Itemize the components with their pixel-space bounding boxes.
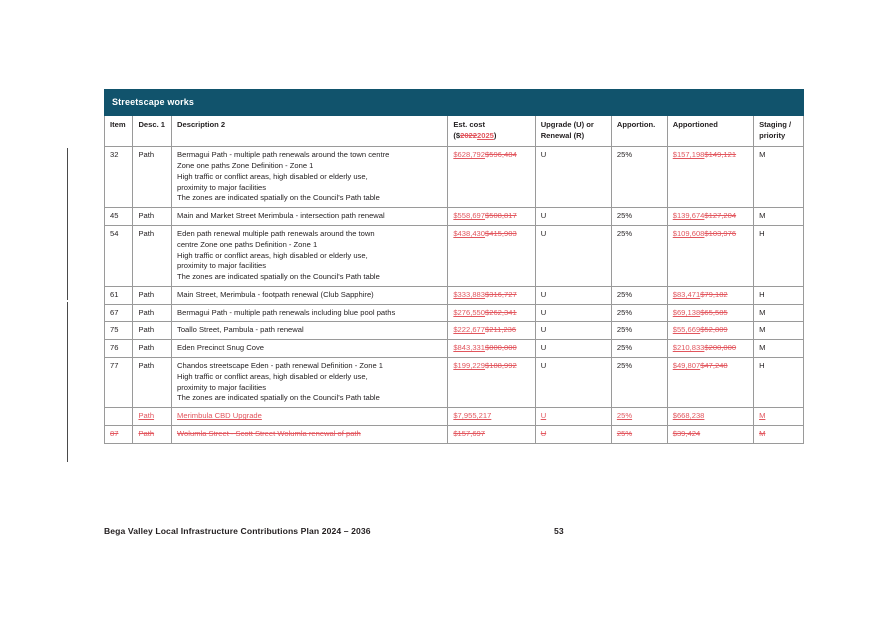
cell-apportioned-new: $109,608 [672, 229, 705, 239]
cell-desc2-line-2: proximity to major facilities [177, 382, 267, 392]
cell-apportioned-new: $83,471 [672, 289, 701, 299]
table-row [105, 208, 804, 226]
cell-desc1-value: Path [138, 229, 155, 239]
cell-desc1 [133, 425, 172, 443]
cell-desc1 [133, 322, 172, 340]
change-bar-2 [67, 302, 68, 430]
cell-desc2 [172, 147, 448, 208]
cell-apportioned [667, 286, 753, 304]
cell-desc2-line-0: Bermagui Path - multiple path renewals including blue pool paths [177, 307, 396, 317]
cell-item [105, 408, 133, 426]
cell-est-cost-old: $415,903 [485, 229, 517, 239]
cell-upgrade-value: U [540, 361, 547, 371]
cell-staging-value: H [759, 289, 765, 299]
cell-item [105, 304, 133, 322]
column-header-staging-priority [754, 115, 804, 147]
cell-desc2-line-0: Wolumla Street - Scott Street Wolumla renewal of path [177, 428, 361, 438]
cell-upgrade-renewal [535, 425, 611, 443]
column-header-apportion: Apportion. [611, 115, 667, 147]
cell-upgrade-renewal [535, 358, 611, 408]
cell-apportion-value: 25% [616, 411, 633, 421]
table-banner-title: Streetscape works [105, 90, 804, 116]
cell-apportion-value: 25% [616, 229, 633, 239]
cell-item-value: 32 [110, 150, 119, 160]
table-row [105, 340, 804, 358]
cell-est-cost [448, 358, 535, 408]
cell-apportioned [667, 226, 753, 287]
cell-upgrade-renewal [535, 147, 611, 208]
cell-apportion [611, 340, 667, 358]
column-header-est-cost-year-old: 2022 [460, 130, 477, 140]
column-header-apportioned: Apportioned [667, 115, 753, 147]
cell-staging-value: M [759, 150, 766, 160]
cell-apportion-value: 25% [616, 325, 633, 335]
cell-apportion-value: 25% [616, 307, 633, 317]
column-header-upgrade-renewal [535, 115, 611, 147]
cell-est-cost [448, 425, 535, 443]
cell-item-value: 77 [110, 361, 119, 371]
cell-apportioned-new: $210,833 [672, 343, 705, 353]
footer-document-title: Bega Valley Local Infrastructure Contributions Plan 2024 – 2036 [104, 526, 371, 536]
cell-item [105, 286, 133, 304]
cell-apportioned-new: $55,669 [672, 325, 701, 335]
cell-apportion-value: 25% [616, 211, 633, 221]
cell-apportioned-old: $52,809 [700, 325, 728, 335]
cell-item-value: 75 [110, 325, 119, 335]
cell-item [105, 340, 133, 358]
cell-upgrade-value: U [540, 343, 547, 353]
cell-est-cost [448, 304, 535, 322]
cell-desc1-value: Path [138, 411, 155, 421]
cell-apportioned [667, 147, 753, 208]
cell-item [105, 358, 133, 408]
change-bar-0 [67, 148, 68, 218]
cell-apportioned-old: $103,976 [704, 229, 737, 239]
cell-upgrade-value: U [540, 229, 547, 239]
cell-upgrade-renewal [535, 340, 611, 358]
table-row [105, 425, 804, 443]
cell-est-cost [448, 208, 535, 226]
cell-desc1-value: Path [138, 343, 155, 353]
cell-est-cost-old: $211,236 [485, 325, 517, 335]
cell-est-cost-new: $276,550 [453, 307, 486, 317]
cell-desc1-value: Path [138, 150, 155, 160]
column-header-staging-line2: priority [759, 130, 786, 140]
cell-apportioned-old: $79,182 [700, 289, 728, 299]
cell-desc2-line-1: centre Zone one paths Definition - Zone 1 [177, 239, 318, 249]
cell-upgrade-renewal [535, 408, 611, 426]
cell-desc2-line-4: The zones are indicated spatially on the Council's Path table [177, 272, 380, 282]
cell-est-cost-new: $7,955,217 [453, 411, 492, 421]
cell-apportioned [667, 340, 753, 358]
cell-upgrade-value: U [540, 150, 547, 160]
cell-apportion [611, 286, 667, 304]
cell-staging-priority [754, 208, 804, 226]
cell-desc2-line-0: Merimbula CBD Upgrade [177, 411, 262, 421]
table-row [105, 147, 804, 208]
cell-desc1-value: Path [138, 289, 155, 299]
cell-est-cost [448, 286, 535, 304]
cell-staging-priority [754, 226, 804, 287]
cell-item [105, 208, 133, 226]
cell-staging-priority [754, 425, 804, 443]
cell-desc2 [172, 322, 448, 340]
cell-upgrade-renewal [535, 208, 611, 226]
column-header-est-cost-year-new: 2025 [477, 130, 494, 140]
cell-desc2-line-4: The zones are indicated spatially on the Council's Path table [177, 193, 380, 203]
cell-est-cost-new: $558,697 [453, 211, 486, 221]
cell-staging-priority [754, 286, 804, 304]
cell-apportion [611, 425, 667, 443]
cell-apportioned-old: $149,121 [704, 150, 737, 160]
cell-apportion [611, 358, 667, 408]
table-row [105, 322, 804, 340]
cell-est-cost-old: $262,341 [485, 307, 517, 317]
cell-staging-value: M [759, 307, 766, 317]
cell-upgrade-renewal [535, 226, 611, 287]
cell-staging-priority [754, 340, 804, 358]
cell-est-cost-new: $843,331 [453, 343, 486, 353]
cell-apportion-value: 25% [616, 361, 633, 371]
cell-desc2 [172, 304, 448, 322]
cell-apportioned [667, 304, 753, 322]
cell-upgrade-renewal [535, 286, 611, 304]
cell-upgrade-value: U [540, 211, 547, 221]
cell-apportion [611, 147, 667, 208]
cell-desc2-line-0: Toallo Street, Pambula - path renewal [177, 325, 304, 335]
cell-item [105, 147, 133, 208]
cell-desc2-line-2: High traffic or conflict areas, high disabled or elderly use, [177, 171, 368, 181]
cell-desc1 [133, 340, 172, 358]
cell-apportioned [667, 425, 753, 443]
change-bar-1 [67, 217, 68, 300]
cell-apportion [611, 304, 667, 322]
cell-est-cost-new: $333,883 [453, 289, 486, 299]
column-header-upgrade-line1: Upgrade (U) or [540, 119, 594, 129]
cell-est-cost-old: $800,000 [485, 343, 517, 353]
cell-item-value: 67 [110, 307, 119, 317]
cell-apportion [611, 226, 667, 287]
cell-apportioned-new: $49,807 [672, 361, 701, 371]
cell-item-value: 61 [110, 289, 119, 299]
cell-apportioned-new: $668,238 [672, 411, 705, 421]
table-body [105, 147, 804, 443]
cell-desc2-line-1: High traffic or conflict areas, high disabled or elderly use, [177, 371, 368, 381]
cell-est-cost [448, 340, 535, 358]
cell-apportion [611, 408, 667, 426]
cell-est-cost [448, 147, 535, 208]
cell-est-cost-old: $316,727 [485, 289, 517, 299]
cell-item-value: 87 [110, 428, 119, 438]
cell-upgrade-value: U [540, 325, 547, 335]
cell-est-cost [448, 408, 535, 426]
cell-desc2 [172, 425, 448, 443]
cell-staging-value: M [759, 343, 766, 353]
cell-staging-priority [754, 304, 804, 322]
cell-desc2 [172, 340, 448, 358]
cell-staging-value: H [759, 361, 765, 371]
column-header-item: Item [105, 115, 133, 147]
cell-desc1 [133, 226, 172, 287]
cell-desc1-value: Path [138, 325, 155, 335]
cell-desc2-line-0: Bermagui Path - multiple path renewals around the town centre [177, 150, 390, 160]
cell-desc2-line-0: Eden Precinct Snug Cove [177, 343, 264, 353]
cell-desc2 [172, 408, 448, 426]
cell-est-cost-old: $508,817 [485, 211, 517, 221]
cell-apportioned-old: $127,204 [704, 211, 737, 221]
cell-est-cost-old: $188,992 [485, 361, 517, 371]
cell-desc2 [172, 208, 448, 226]
table-header-row [105, 115, 804, 147]
cell-item [105, 322, 133, 340]
cell-est-cost-old: $596,484 [485, 150, 517, 160]
table-banner-row [105, 90, 804, 116]
cell-desc1 [133, 208, 172, 226]
cell-desc2-line-3: The zones are indicated spatially on the Council's Path table [177, 393, 380, 403]
cell-desc2-line-0: Main and Market Street Merimbula - intersection path renewal [177, 211, 385, 221]
cell-upgrade-value: U [540, 411, 547, 421]
cell-est-cost-new: $438,430 [453, 229, 486, 239]
column-header-est-cost-prefix: ($ [453, 130, 461, 140]
cell-desc1 [133, 408, 172, 426]
cell-apportion [611, 208, 667, 226]
table-row [105, 304, 804, 322]
cell-apportioned [667, 322, 753, 340]
cell-desc1 [133, 286, 172, 304]
cell-apportion-value: 25% [616, 289, 633, 299]
cell-staging-value: M [759, 211, 766, 221]
table-row [105, 286, 804, 304]
cell-upgrade-value: U [540, 428, 547, 438]
table-row [105, 226, 804, 287]
cell-upgrade-value: U [540, 307, 547, 317]
streetscape-works-table [104, 89, 804, 444]
cell-upgrade-value: U [540, 289, 547, 299]
column-header-desc2: Description 2 [172, 115, 448, 147]
cell-est-cost [448, 226, 535, 287]
cell-item-value: 54 [110, 229, 119, 239]
cell-apportion-value: 25% [616, 150, 633, 160]
cell-item-value: 45 [110, 211, 119, 221]
cell-staging-priority [754, 147, 804, 208]
cell-apportioned [667, 208, 753, 226]
footer-page-number: 53 [554, 526, 564, 536]
cell-desc1 [133, 147, 172, 208]
column-header-est-cost-suffix: ) [493, 130, 497, 140]
cell-apportioned-new: $139,674 [672, 211, 705, 221]
cell-item [105, 226, 133, 287]
cell-apportioned-old: $47,248 [700, 361, 728, 371]
cell-upgrade-renewal [535, 304, 611, 322]
cell-desc2-line-2: High traffic or conflict areas, high disabled or elderly use, [177, 250, 368, 260]
cell-est-cost-new: $222,677 [453, 325, 486, 335]
cell-apportioned-old: $200,000 [704, 343, 737, 353]
cell-apportioned [667, 408, 753, 426]
cell-desc2-line-3: proximity to major facilities [177, 261, 267, 271]
column-header-est-cost-label: Est. cost [453, 119, 485, 129]
cell-apportioned-new: $157,198 [672, 150, 705, 160]
change-bar-3 [67, 428, 68, 462]
cell-apportioned-new: $69,138 [672, 307, 701, 317]
cell-staging-priority [754, 358, 804, 408]
column-header-desc1: Desc. 1 [133, 115, 172, 147]
cell-desc1 [133, 304, 172, 322]
cell-desc2-line-0: Eden path renewal multiple path renewals around the town [177, 229, 375, 239]
table-row [105, 408, 804, 426]
column-header-staging-line1: Staging / [759, 119, 792, 129]
cell-apportion [611, 322, 667, 340]
cell-desc1-value: Path [138, 307, 155, 317]
cell-est-cost-new: $199,229 [453, 361, 486, 371]
cell-desc1-value: Path [138, 428, 155, 438]
cell-apportioned-new: $39,424 [672, 428, 701, 438]
cell-est-cost-new: $628,792 [453, 150, 486, 160]
cell-desc2 [172, 226, 448, 287]
cell-desc2-line-0: Chandos streetscape Eden - path renewal Definition - Zone 1 [177, 361, 384, 371]
cell-est-cost [448, 322, 535, 340]
cell-staging-value: M [759, 411, 766, 421]
cell-apportioned [667, 358, 753, 408]
cell-item [105, 425, 133, 443]
cell-desc2 [172, 358, 448, 408]
cell-desc1-value: Path [138, 211, 155, 221]
cell-upgrade-renewal [535, 322, 611, 340]
cell-staging-value: H [759, 229, 765, 239]
cell-staging-priority [754, 408, 804, 426]
cell-apportioned-old: $65,585 [700, 307, 728, 317]
cell-desc2 [172, 286, 448, 304]
cell-desc2-line-1: Zone one paths Zone Definition - Zone 1 [177, 161, 314, 171]
column-header-upgrade-line2: Renewal (R) [540, 130, 585, 140]
cell-desc1 [133, 358, 172, 408]
column-header-est-cost [448, 115, 535, 147]
cell-desc2-line-3: proximity to major facilities [177, 182, 267, 192]
table-row [105, 358, 804, 408]
cell-staging-priority [754, 322, 804, 340]
cell-desc2-line-0: Main Street, Merimbula - footpath renewal (Club Sapphire) [177, 289, 374, 299]
cell-item-value: 76 [110, 343, 119, 353]
cell-apportion-value: 25% [616, 428, 633, 438]
cell-staging-value: M [759, 325, 766, 335]
cell-desc1-value: Path [138, 361, 155, 371]
cell-est-cost-new: $157,697 [453, 428, 486, 438]
cell-staging-value: M [759, 428, 766, 438]
cell-apportion-value: 25% [616, 343, 633, 353]
